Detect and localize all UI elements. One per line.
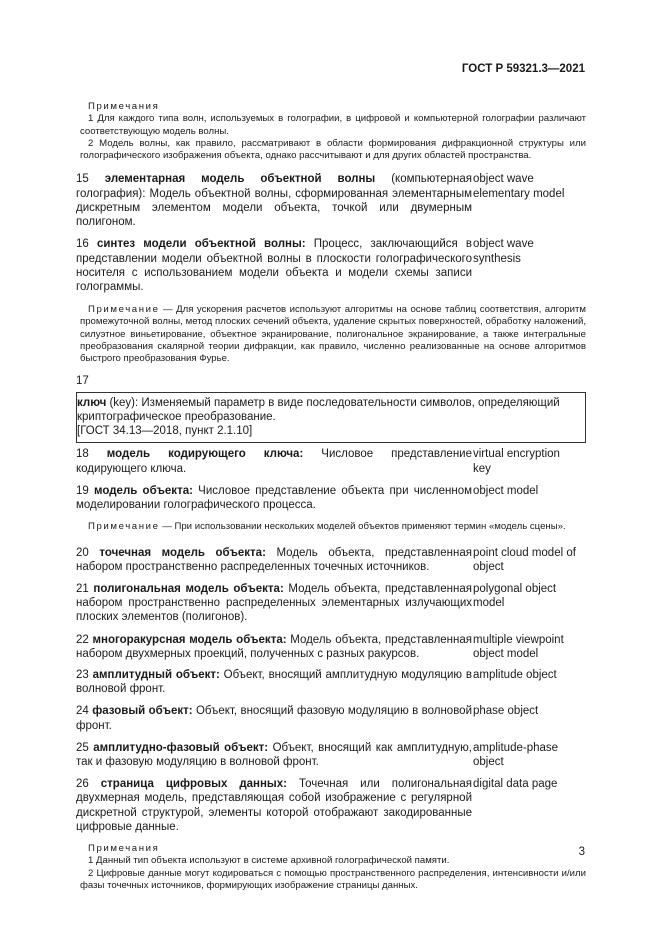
document-code: ГОСТ Р 59321.3—2021: [461, 63, 585, 75]
note-block: [80, 304, 586, 365]
notes-title: Примечания: [88, 101, 160, 112]
note-block: [80, 521, 586, 533]
term-definition: (компьютерная голография): Модель объектной волны, сформированная элементарным дискретным элементом модели объекта, точкой или двумерным полигоном.: [76, 173, 473, 229]
term-definition: Модель объекта, представленная набором двухмерных проекций, полученных с разных ракурсов.: [76, 633, 472, 660]
term-name: фазовый объект:: [92, 705, 193, 718]
term-entry-25: [76, 741, 586, 769]
notes-title: Примечания: [88, 842, 160, 854]
notes-block: [80, 843, 586, 892]
term-number: 19: [76, 484, 89, 497]
term-definition: Объект, вносящий фазовую модуляцию в волновой фронт.: [76, 705, 473, 732]
term-name: полигональная модель объекта:: [93, 582, 284, 595]
term-name: модель кодирующего ключа:: [106, 448, 304, 461]
term-number: 18: [76, 448, 89, 461]
term-entry-15: [76, 172, 586, 229]
note-text: — Для ускорения расчетов используют алгоритмы на основе таблиц соответствия, алгоритм промежуточной волны, метод плоских сечений объекта, удаление скрытых поверхностей, обработку наложений, силуэтное виньетирование, объектное экранирование, полигональное экранирование, а также интегральные преобразования скалярной теории дифракции, как правило, численно реализованные на основе алгоритмов быстрого преобразования Фурье.: [80, 304, 586, 365]
term-entry-20: [76, 546, 586, 574]
term-entry-18: [76, 447, 586, 475]
note-item: 1 Для каждого типа волн, используемых в голографии, в цифровой и компьютерной голографии различают соответствующую модель волны.: [80, 113, 586, 137]
note-caption: Примечание: [88, 304, 160, 316]
term-definition: Числовое представление объекта при численном моделировании голографического процесса.: [76, 484, 472, 512]
term-name: ключ: [77, 396, 107, 409]
term-entry-16: [76, 237, 586, 294]
term-english: digital data page: [473, 778, 558, 791]
term-number: 15: [76, 173, 89, 186]
term-number: 26: [76, 778, 89, 791]
term-entry-21: [76, 582, 586, 625]
term-name: амплитудный объект:: [92, 668, 220, 681]
term-english: phase object: [473, 705, 539, 718]
term-number: 21: [76, 582, 89, 595]
term-english: amplitude object: [473, 668, 557, 681]
term-entry-24: [76, 704, 586, 732]
term-definition: Модель объекта, представленная набором пространственно распределенных элементарных излучающих плоских элементов (полигонов).: [76, 582, 472, 624]
term-english: object model: [473, 484, 539, 497]
term-english: multiple viewpoint object model: [473, 633, 564, 660]
term-definition: Точечная или полигональная двухмерная модель, представляющая собой изображение с регулярной дискретной структурой, элементы которой отображают закодированные цифровые данные.: [76, 778, 472, 833]
page-content: [76, 101, 586, 892]
term-definition: Объект, вносящий амплитудную модуляцию в волновой фронт.: [76, 668, 472, 696]
term-english: point cloud model of object: [473, 546, 576, 573]
term-number: 23: [76, 668, 89, 681]
term-number: 24: [76, 705, 89, 718]
term-definition: (key): Изменяемый параметр в виде последовательности символов, определяющий криптографическое преобразование.: [77, 396, 560, 423]
note-text: — При использовании нескольких моделей объектов применяют термин «модель сцены».: [159, 521, 566, 533]
page-number: 3: [578, 846, 585, 858]
term-name: синтез модели объектной волны:: [96, 238, 306, 251]
term-entry-26: [76, 777, 586, 834]
term-entry-19: [76, 484, 586, 512]
term-number-17-row: [76, 374, 586, 388]
term-number: 25: [76, 741, 89, 754]
term-number: 20: [76, 546, 89, 559]
term-definition: Числовое представление кодирующего ключа.: [76, 448, 472, 475]
term-english: amplitude-phase object: [473, 741, 559, 768]
term-name: элементарная модель объектной волны: [104, 173, 376, 186]
note-caption: Примечание: [88, 521, 160, 533]
term-entry-22: [76, 633, 586, 661]
term-english: object wave synthesis: [473, 238, 534, 265]
term-number: 22: [76, 633, 89, 646]
term-number: 17: [76, 374, 89, 387]
term-reference: [ГОСТ 34.13—2018, пункт 2.1.10]: [77, 425, 253, 438]
term-name: модель объекта:: [94, 484, 193, 497]
term-definition: Объект, вносящий как амплитудную, так и фазовую модуляцию в волновой фронт.: [76, 741, 472, 768]
term-number: 16: [76, 238, 89, 251]
quoted-term-box: [76, 392, 586, 444]
term-name: многоракурсная модель объекта:: [92, 633, 287, 646]
term-name: амплитудно-фазовый объект:: [93, 741, 269, 754]
note-item: 2 Цифровые данные могут кодироваться с помощью пространственного распределения, интенсивности и/или фазы точечных источников, формирующих изображение страницы данных.: [80, 867, 586, 891]
notes-block: [80, 101, 586, 162]
term-english: virtual encryption key: [473, 448, 560, 475]
note-item: 2 Модель волны, как правило, рассматривают в области формирования дифракционной структуры или голографического изображения объекта, однако рассчитывают и для других областей пространства.: [80, 137, 586, 162]
term-definition: Процесс, заключающийся в представлении модели объектной волны в плоскости голографического носителя с использованием модели объекта и модели схемы записи голограммы.: [76, 238, 472, 293]
term-english: object wave elementary model: [473, 173, 565, 200]
term-name: точечная модель объекта:: [99, 546, 266, 559]
note-item: 1 Данный тип объекта используют в системе архивной голографической памяти.: [88, 855, 450, 867]
term-english: polygonal object model: [473, 582, 557, 610]
term-definition: Модель объекта, представленная набором пространственно распределенных точечных источников.: [76, 546, 472, 573]
term-entry-23: [76, 668, 586, 696]
term-name: страница цифровых данных:: [100, 778, 287, 791]
